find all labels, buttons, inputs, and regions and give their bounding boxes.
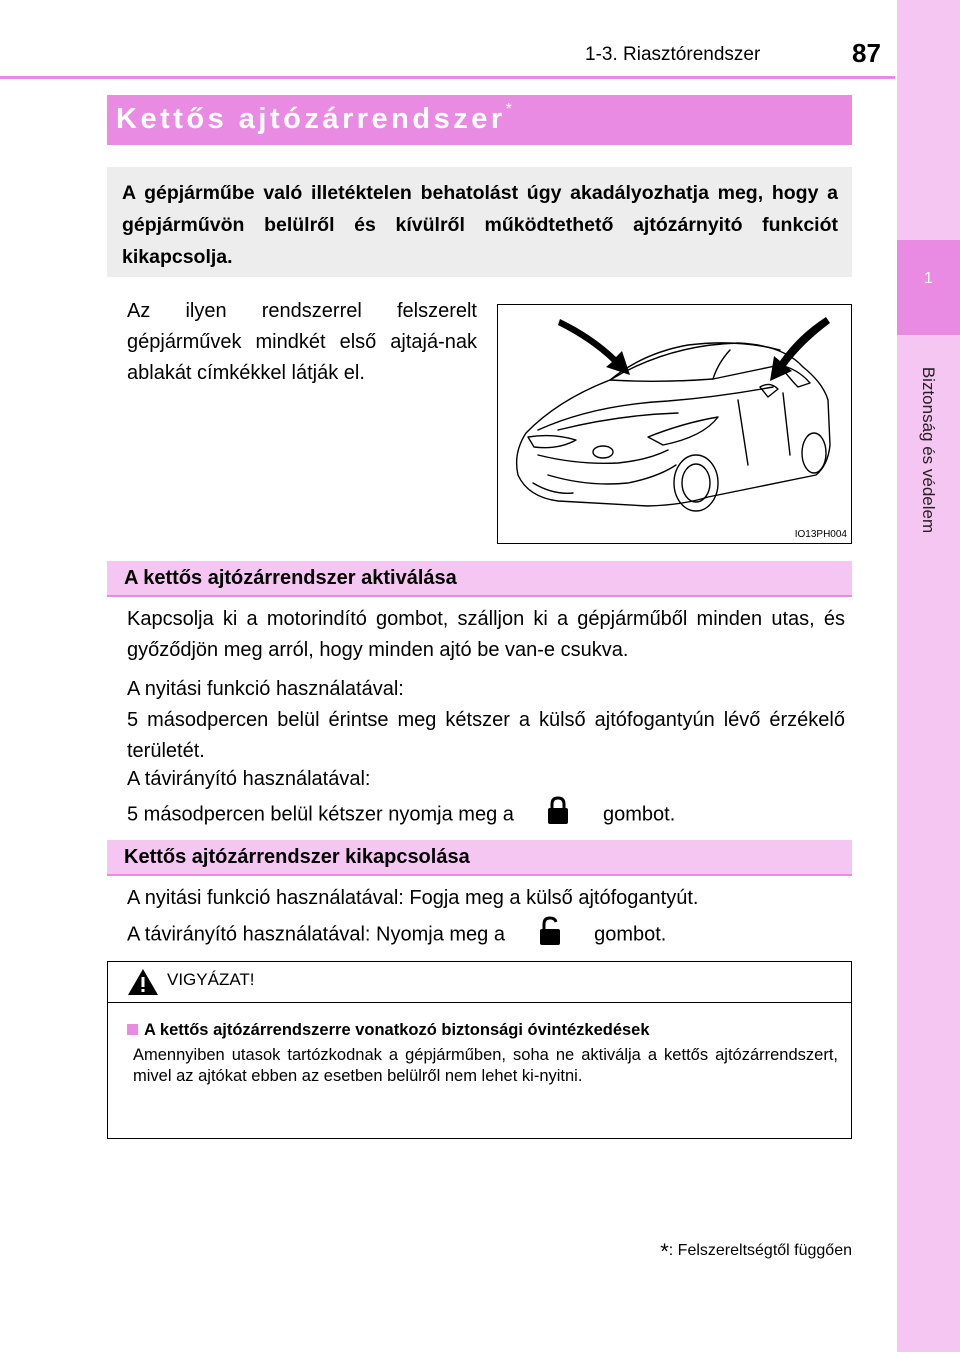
title-marker: * — [505, 101, 512, 118]
activation-heading: A kettős ajtózárrendszer aktiválása — [124, 567, 457, 589]
figure-code: IO13PH004 — [794, 529, 847, 540]
deactivation-remote-text: A távirányító használatával: Nyomja meg a gombot. — [127, 914, 666, 956]
activation-remote-text: 5 másodpercen belül kétszer nyomja meg a gombot. — [127, 795, 675, 835]
chapter-number: 1 — [924, 270, 933, 287]
warning-icon — [127, 968, 159, 1001]
caution-divider — [107, 1002, 852, 1003]
activation-smart-text: 5 másodpercen belül érintse meg kétszer a külső ajtófogantyún lévő érzékelő területét. — [127, 709, 845, 762]
footnote: *: Felszereltségtől függően — [660, 1239, 852, 1264]
activation-smart-label: A nyitási funkció használatával: — [127, 678, 404, 700]
caution-body: Amennyiben utasok tartózkodnak a gépjárműben, soha ne aktiválja a kettős ajtózárrendszert, mivel az ajtókat ebben az esetben belülről nem lehet ki-nyitni. — [133, 1046, 838, 1085]
section-name: 1-3. Riasztórendszer — [585, 44, 761, 65]
page-title: Kettős ajtózárrendszer* — [116, 101, 512, 135]
chapter-title: Biztonság és védelem — [919, 366, 938, 534]
footnote-marker: * — [660, 1239, 669, 1264]
page-number: 87 — [852, 38, 881, 68]
lock-closed-icon — [543, 795, 573, 835]
side-strip — [897, 0, 960, 1352]
activation-remote-label: A távirányító használatával: — [127, 768, 371, 790]
activation-text: Kapcsolja ki a motorindító gombot, szálljon ki a gépjárműből minden utas, és győződjön meg arról, hogy minden ajtó be van-e csukva. — [127, 608, 845, 661]
header-rule — [0, 76, 895, 79]
intro-text: A gépjárműbe való illetéktelen behatolást úgy akadályozhatja meg, hogy a gépjárművön belülről és kívülről működtethető ajtózárnyitó funkciót kikapcsolja. — [122, 182, 838, 268]
caution-heading: A kettős ajtózárrendszerre vonatkozó biztonsági óvintézkedések — [127, 1021, 650, 1040]
car-illustration — [498, 305, 851, 543]
bullet-square-icon — [127, 1024, 138, 1035]
deactivation-smart-text: A nyitási funkció használatával: Fogja meg a külső ajtófogantyút. — [127, 887, 699, 909]
deactivation-heading: Kettős ajtózárrendszer kikapcsolása — [124, 846, 470, 868]
car-figure — [497, 304, 852, 544]
label-paragraph: Az ilyen rendszerrel felszerelt gépjárművek mindkét első ajtajá-nak ablakát címkékkel látják el. — [127, 300, 477, 384]
caution-title: VIGYÁZAT! — [167, 970, 255, 989]
lock-open-icon — [535, 914, 565, 956]
